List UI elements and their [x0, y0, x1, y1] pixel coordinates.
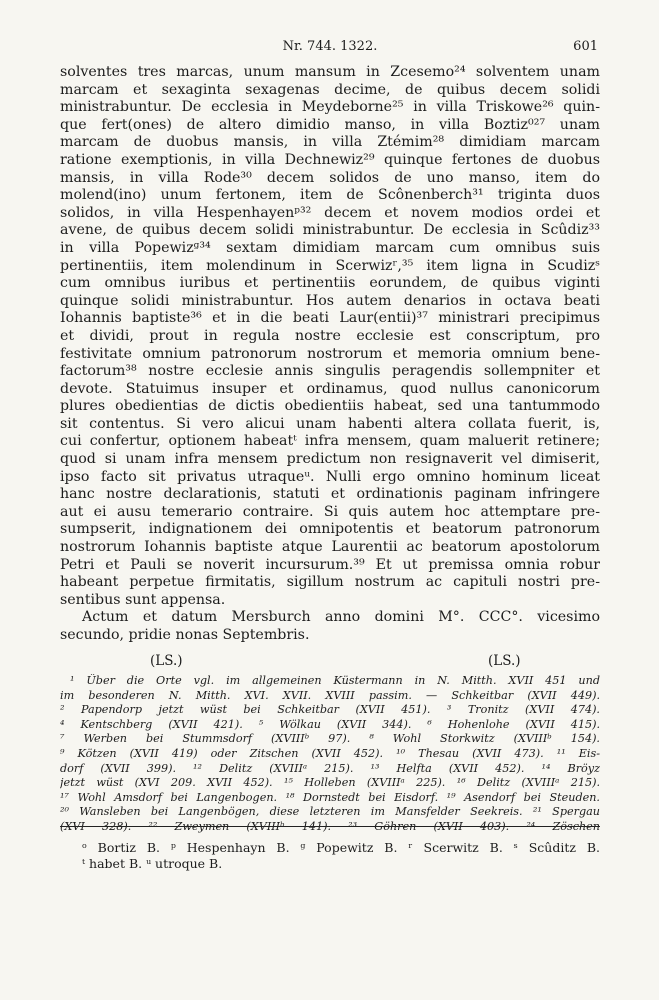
footnote-line: ²⁰ Wansleben bei Langenbögen, diese letzteren im Mansfelder Seekreis. ²¹ Spergau [60, 805, 600, 819]
apparatus-line: ᵒ Bortiz B. ᵖ Hespenhayn B. ᵍ Popewitz B. ʳ Scerwitz B. ˢ Scûditz B. [82, 840, 600, 855]
text-line: que fert(ones) de altero dimidio manso, in villa Boztiz⁰²⁷ unam [60, 116, 600, 133]
footnote-line: im besonderen N. Mitth. XVI. XVII. XVIII passim. — Schkeitbar (XVII 449). [60, 688, 600, 702]
running-head: Nr. 744. 1322. [282, 39, 378, 54]
footnote-line: ⁴ Kentschberg (XVII 421). ⁵ Wölkau (XVII 344). ⁶ Hohenlohe (XVII 415). [60, 717, 600, 731]
text-line: et dividi, prout in regula nostre ecclesie est conscriptum, pro [60, 327, 600, 344]
page-number: 601 [573, 39, 598, 54]
footnote-line: ⁷ Werben bei Stummsdorf (XVIIIᵇ 97). ⁸ Wohl Storkwitz (XVIIIᵇ 154). [60, 732, 600, 746]
footnote-line: ² Papendorp jetzt wüst bei Schkeitbar (XVII 451). ³ Tronitz (XVII 474). [60, 703, 600, 717]
text-line: solventes tres marcas, unum mansum in Zcesemo²⁴ solventem unam [60, 64, 600, 80]
text-line: marcam de duobus mansis, in villa Ztémim²⁸ dimidiam marcam [60, 134, 600, 151]
text-line: aut ei ausu temerario contraire. Si quis autem hoc attemptare pre- [60, 503, 600, 520]
critical-apparatus [82, 840, 600, 872]
text-line: sit contentus. Si vero alicui unam habenti altera collata fuerit, is, [60, 415, 600, 432]
text-line: ipso facto sit privatus utraqueᵘ. Nulli ergo omnino hominum liceat [60, 468, 600, 485]
text-line: sumpserit, indignationem dei omnipotentis et beatorum patronorum [60, 521, 600, 538]
place-name-footnotes [60, 674, 600, 835]
text-line: festivitate omnium patronorum nostrorum et memoria omnium bene- [60, 345, 600, 362]
footnote-line: ¹ Über die Orte vgl. im allgemeinen Küstermann in N. Mitth. XVII 451 und [70, 674, 600, 687]
text-line: nostrorum Iohannis baptiste atque Laurentii ac beatorum apostolorum [60, 539, 600, 556]
text-line: sentibus sunt appensa. [60, 591, 226, 608]
text-line: avene, de quibus decem solidi ministrabuntur. De ecclesia in Scûdiz³³ [60, 222, 600, 239]
text-line: plures obedientias de dictis obedientiis habeat, sed una tantummodo [60, 398, 600, 415]
seal-marker: (LS.) [150, 653, 183, 669]
text-line: hanc nostre declarationis, statuti et ordinationis paginam infringere [60, 486, 600, 503]
footnote-line: (XVI 328). ²² Zweymen (XVIIIᵇ 141). ²³ Göhren (XVII 403). ²⁴ Zöschen [60, 819, 600, 833]
footnote-line: jetzt wüst (XVI 209. XVII 452). ¹⁵ Holleben (XVIIIᵃ 225). ¹⁶ Delitz (XVIIIᵃ 215). [60, 776, 600, 790]
text-line: cum omnibus iuribus et pertinentiis eorundem, de quibus viginti [60, 275, 600, 292]
text-line: habeant perpetue firmitatis, sigillum nostrum ac capituli nostri pre- [60, 574, 600, 591]
text-line: devote. Statuimus insuper et ordinamus, quod nullus canonicorum [60, 380, 600, 397]
text-line: Iohannis baptiste³⁶ et in die beati Laur(entii)³⁷ ministrari precipimus [60, 310, 600, 327]
text-line: ministrabuntur. De ecclesia in Meydeborne²⁵ in villa Triskowe²⁶ quin- [60, 99, 600, 116]
text-line: molend(ino) unum fertonem, item de Scônenberch³¹ triginta duos [60, 187, 600, 204]
text-line: pertinentiis, item molendinum in Scerwizʳ,³⁵ item ligna in Scudizˢ [60, 257, 600, 274]
text-line: factorum³⁸ nostre ecclesie annis singulis peragendis sollempniter et [60, 363, 600, 380]
footnote-divider [60, 826, 600, 827]
footnote-line: ⁹ Kötzen (XVII 419) oder Zitschen (XVII 452). ¹⁰ Thesau (XVII 473). ¹¹ Eis- [60, 746, 600, 760]
text-line: ratione exemptionis, in villa Dechnewiz²⁹ quinque fertones de duobus [60, 151, 600, 168]
apparatus-line: ᵗ habet B. ᵘ utroque B. [82, 856, 223, 871]
text-line: mansis, in villa Rode³⁰ decem solidos de uno manso, item do [60, 169, 600, 186]
seal-marker: (LS.) [488, 653, 521, 669]
page-header [60, 38, 600, 56]
text-line: marcam et sexaginta sexagenas decime, de quibus decem solidi [60, 81, 600, 98]
charter-text [60, 64, 600, 645]
text-line: in villa Popewizᵍ³⁴ sextam dimidiam marcam cum omnibus suis [60, 239, 600, 256]
text-line: secundo, pridie nonas Septembris. [60, 627, 310, 643]
text-line: solidos, in villa Hespenhayenᵖ³² decem et novem modios ordei et [60, 204, 600, 221]
text-line: quinque solidi ministrabuntur. Hos autem denarios in octava beati [60, 292, 600, 309]
footnote-line: dorf (XVII 399). ¹² Delitz (XVIIIᵃ 215). ¹³ Helfta (XVII 452). ¹⁴ Bröyz [60, 761, 600, 775]
dating-clause: Actum et datum Mersburch anno domini M°. CCC°. vicesimo [82, 609, 600, 626]
seal-markers [60, 652, 600, 670]
text-line: cui confertur, optionem habeatᵗ infra mensem, quam maluerit retinere; [60, 433, 600, 450]
text-line: quod si unam infra mensem predictum non resignaverit vel dimiserit, [60, 451, 600, 468]
footnote-line: ¹⁷ Wohl Amsdorf bei Langenbogen. ¹⁸ Dornstedt bei Eisdorf. ¹⁹ Asendorf bei Steuden. [60, 790, 600, 804]
text-line: Petri et Pauli se noverit incursurum.³⁹ Et ut premissa omnia robur [60, 556, 600, 573]
